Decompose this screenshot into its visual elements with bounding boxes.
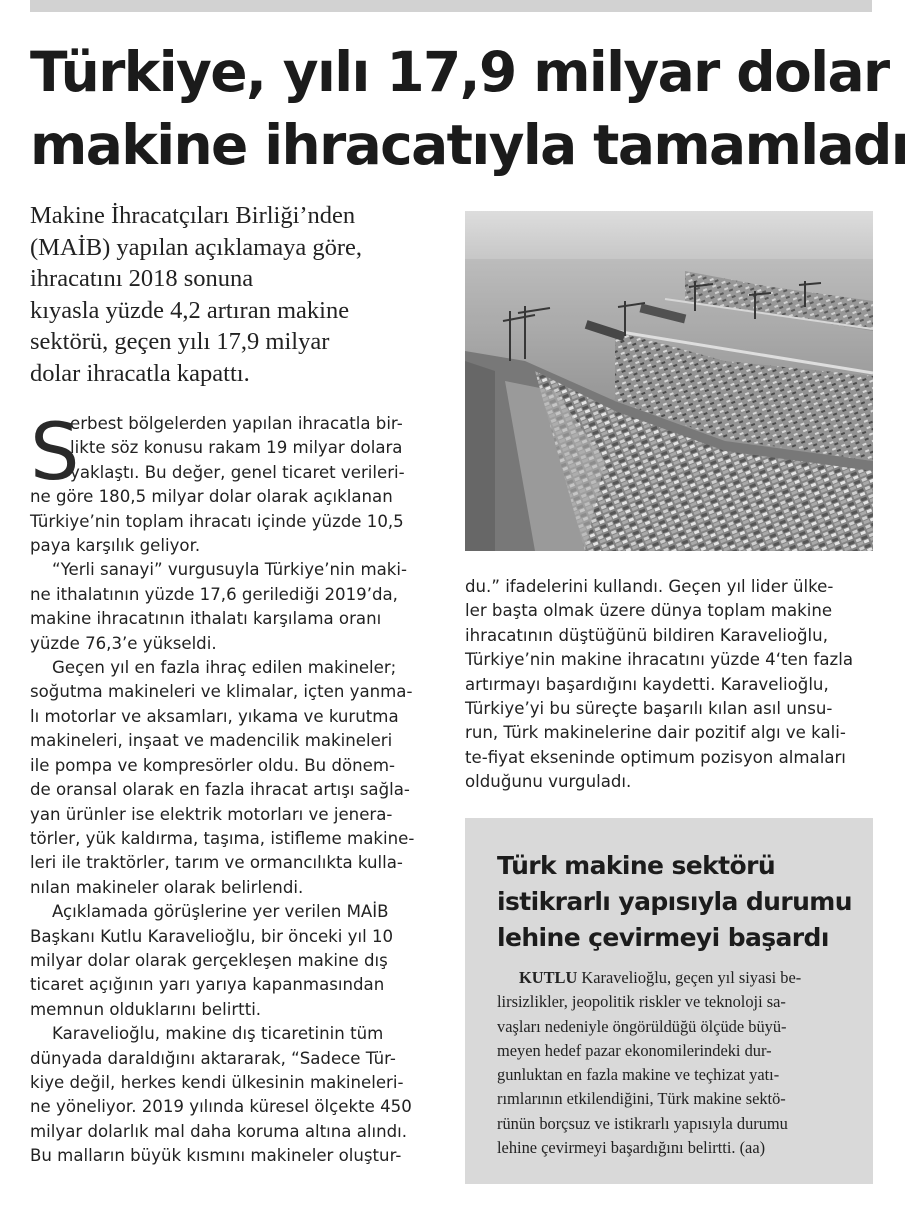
sidebar-line: gunluktan en fazla makine ve teçhizat yatı- <box>497 1065 780 1085</box>
sidebar-title-line: Türk makine sektörü <box>497 851 776 880</box>
body-line: Açıklamada görüşlerine yer verilen MAİB <box>52 902 389 922</box>
headline-line-2: makine ihracatıyla tamamladı <box>30 113 909 177</box>
body-line: yaklaştı. Bu değer, genel ticaret verileri- <box>70 462 405 482</box>
body-line: run, Türk makinelerine dair pozitif algı ve kali- <box>465 723 846 743</box>
body-line: nılan makineler olarak belirlendi. <box>30 877 304 897</box>
body-line: Türkiye’nin toplam ihracatı içinde yüzde 10,5 <box>30 511 404 531</box>
body-line: milyar dolarlık mal daha koruma altına alındı. <box>30 1121 408 1141</box>
body-line: ticaret açığının yarı yarıya kapanmasından <box>30 975 385 995</box>
lede-line: kıyasla yüzde 4,2 artıran makine <box>30 296 350 324</box>
lede-line: (MAİB) yapılan açıklamaya göre, <box>30 233 362 261</box>
body-line: Karavelioğlu, makine dış ticaretinin tüm <box>52 1024 384 1044</box>
body-line: yan ürünler ise elektrik motorları ve jenera- <box>30 804 393 824</box>
body-line: ne yöneliyor. 2019 yılında küresel ölçekte 450 <box>30 1097 412 1117</box>
body-line: törler, yük kaldırma, taşıma, istifleme makine- <box>30 828 415 848</box>
top-rule <box>30 0 872 12</box>
container-port-aerial-photo-icon <box>465 211 873 551</box>
sidebar-first-line-rest: Karavelioğlu, geçen yıl siyasi be- <box>577 968 802 987</box>
article-left-column <box>30 408 450 1169</box>
headline <box>30 36 909 182</box>
article-right-column <box>465 575 885 795</box>
sidebar-line: lirsizlikler, jeopolitik riskler ve teknoloji sa- <box>497 992 786 1012</box>
body-line: makineleri, inşaat ve madencilik makineleri <box>30 731 393 751</box>
lede-line: Makine İhracatçıları Birliği’nden <box>30 202 356 229</box>
body-line: Bu malların büyük kısmını makineler oluştur- <box>30 1146 402 1166</box>
body-line: makine ihracatının ithalatı karşılama oranı <box>30 609 382 629</box>
body-line: olduğunu vurguladı. <box>465 772 632 792</box>
body-line: kiye değil, herkes kendi ülkesinin makineleri- <box>30 1072 404 1092</box>
sidebar-title-line: istikrarlı yapısıyla durumu <box>497 887 852 916</box>
lede-line: dolar ihracatla kapattı. <box>30 359 250 387</box>
body-line: ler başta olmak üzere dünya toplam makine <box>465 601 833 621</box>
body-line: Başkanı Kutlu Karavelioğlu, bir önceki yıl 10 <box>30 926 394 946</box>
body-line: memnun olduklarını belirtti. <box>30 999 262 1019</box>
body-line: ne göre 180,5 milyar dolar olarak açıklanan <box>30 487 393 507</box>
port-photo <box>465 211 873 551</box>
body-line: Geçen yıl en fazla ihraç edilen makineler; <box>52 658 397 678</box>
sidebar-line: lehine çevirmeyi başardığını belirtti. (aa) <box>497 1138 766 1158</box>
body-line: paya karşılık geliyor. <box>30 536 201 556</box>
body-line: “Yerli sanayi” vurgusuyla Türkiye’nin maki- <box>52 560 407 580</box>
sidebar-line: rımlarının etkilendiğini, Türk makine sektö- <box>497 1089 786 1109</box>
sidebar-line: meyen hedef pazar ekonomilerindeki dur- <box>497 1040 772 1060</box>
sidebar-title <box>497 848 867 956</box>
sidebar-title-line: lehine çevirmeyi başardı <box>497 923 829 952</box>
body-line: ile pompa ve kompresörler oldu. Bu dönem- <box>30 755 396 775</box>
body-line: soğutma makineleri ve klimalar, içten yanma- <box>30 682 413 702</box>
sidebar-line: vaşları nedeniyle öngörüldüğü ölçüde büyü- <box>497 1016 787 1036</box>
body-line: dünyada daraldığını aktararak, “Sadece Tür- <box>30 1048 396 1068</box>
body-line: de oransal olarak en fazla ihracat artışı sağla- <box>30 780 410 800</box>
sidebar-lead-word: KUTLU <box>519 968 578 987</box>
body-line: Türkiye’nin makine ihracatını yüzde 4‘ten fazla <box>465 650 854 670</box>
sidebar-line: rünün borçsuz ve istikrarlı yapısıyla durumu <box>497 1113 788 1133</box>
sidebar-box <box>465 818 873 1184</box>
body-line: artırmayı başardığını kaydetti. Karavelioğlu, <box>465 674 829 694</box>
sidebar-first-line <box>497 966 857 990</box>
body-line: lı motorlar ve aksamları, yıkama ve kurutma <box>30 706 399 726</box>
sidebar-body <box>497 966 857 1160</box>
lede <box>30 200 450 389</box>
body-line: likte söz konusu rakam 19 milyar dolara <box>70 438 403 458</box>
body-line: ihracatının düştüğünü bildiren Karavelioğlu, <box>465 625 828 645</box>
body-line: leri ile traktörler, tarım ve ormancılıkta kulla- <box>30 853 403 873</box>
drop-cap: S <box>30 408 80 498</box>
lede-line: ihracatını 2018 sonuna <box>30 265 254 292</box>
headline-line-1: Türkiye, yılı 17,9 milyar dolar <box>30 40 889 104</box>
body-line: ne ithalatının yüzde 17,6 gerilediği 2019’da, <box>30 584 398 604</box>
body-line: Türkiye’yi bu süreçte başarılı kılan asıl unsu- <box>465 699 833 719</box>
body-line: du.” ifadelerini kullandı. Geçen yıl lider ülke- <box>465 577 834 596</box>
lede-line: sektörü, geçen yılı 17,9 milyar <box>30 328 330 355</box>
body-line: erbest bölgelerden yapılan ihracatla bir- <box>70 414 403 433</box>
body-line: milyar dolar olarak gerçekleşen makine dış <box>30 950 388 970</box>
body-line: te-fiyat ekseninde optimum pozisyon almaları <box>465 747 846 767</box>
body-line: yüzde 76,3’e yükseldi. <box>30 633 217 653</box>
